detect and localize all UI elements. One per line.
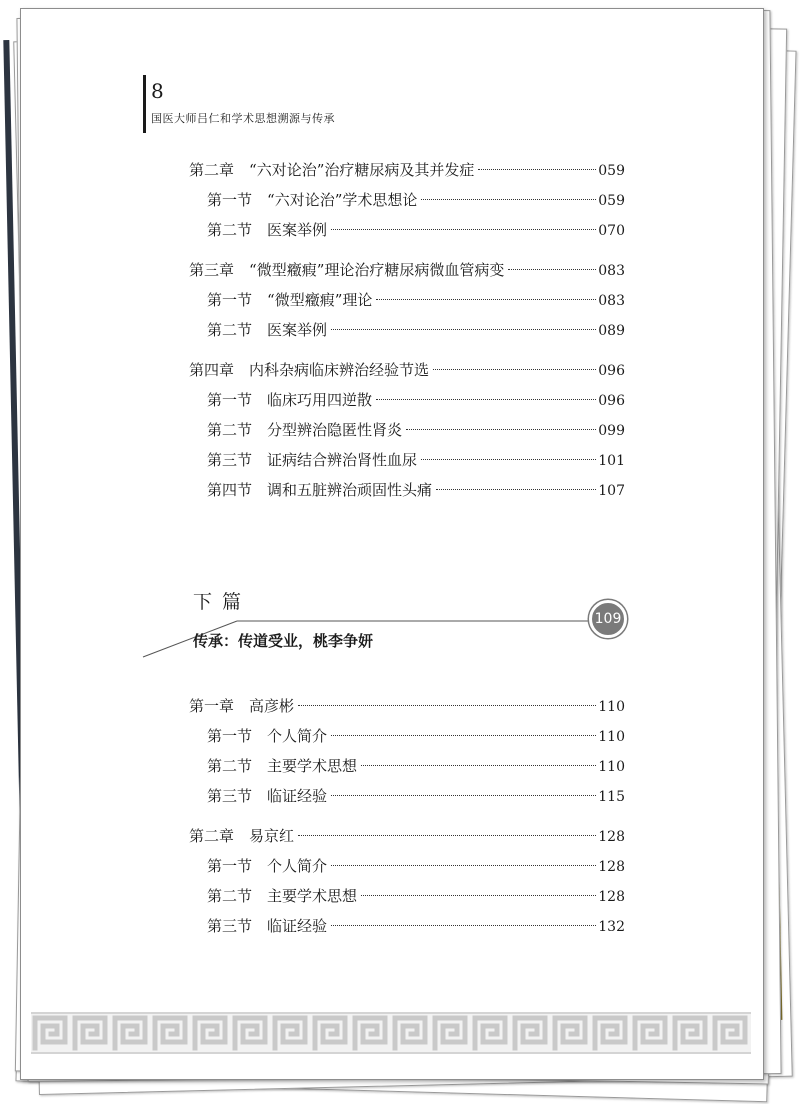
toc-section-entry[interactable] <box>189 285 625 315</box>
toc-entry-label <box>189 751 359 781</box>
toc-entry-label <box>189 285 374 315</box>
toc-entry-title: “微型癥瘕”理论治疗糖尿病微血管病变 <box>249 261 505 279</box>
toc-page-number: 110 <box>598 729 625 745</box>
toc-entry-number: 第一章 <box>189 697 235 715</box>
toc-entry-title: 个人简介 <box>267 857 328 875</box>
toc-entry-title: 内科杂病临床辨治经验节选 <box>249 361 430 379</box>
toc-section-entry[interactable] <box>189 315 625 345</box>
toc-dot-leader <box>376 299 596 300</box>
toc-entry-label <box>189 155 476 185</box>
toc-entry-title: 医案举例 <box>267 221 328 239</box>
toc-dot-leader <box>331 329 596 330</box>
toc-dot-leader <box>376 399 596 400</box>
toc-chapter-entry[interactable] <box>189 355 625 385</box>
toc-page-number: 089 <box>598 323 625 339</box>
toc-entry-label <box>189 851 329 881</box>
part-page-badge: 109 <box>589 600 627 638</box>
toc-entry-label <box>189 255 506 285</box>
toc-entry-title: “六对论治”治疗糖尿病及其并发症 <box>249 161 475 179</box>
toc-entry-number: 第四章 <box>189 361 235 379</box>
toc-page-number: 099 <box>598 423 625 439</box>
toc-entry-number: 第三节 <box>207 787 253 805</box>
toc-entry-number: 第二节 <box>207 757 253 775</box>
toc-page-number: 101 <box>598 453 625 469</box>
toc-page-number: 059 <box>598 163 625 179</box>
toc-entry-number: 第二章 <box>189 827 235 845</box>
toc-entry-number: 第一节 <box>207 291 253 309</box>
toc-section-entry[interactable] <box>189 385 625 415</box>
toc-page-number: 059 <box>598 193 625 209</box>
toc-entry-label <box>189 691 296 721</box>
toc-page-number: 096 <box>598 393 625 409</box>
toc-page-number: 096 <box>598 363 625 379</box>
toc-entry-label <box>189 445 419 475</box>
toc-page-number: 128 <box>598 859 625 875</box>
toc-entry-label <box>189 185 419 215</box>
toc-dot-leader <box>331 925 596 926</box>
toc-section-entry[interactable] <box>189 721 625 751</box>
toc-entry-number: 第一节 <box>207 727 253 745</box>
part-subtitle: 传承：传道受业，桃李争妍 <box>193 632 374 650</box>
toc-dot-leader <box>478 169 596 170</box>
toc-page-number: 115 <box>598 789 625 805</box>
toc-entry-title: 临床巧用四逆散 <box>267 391 373 409</box>
toc-entry-number: 第二节 <box>207 321 253 339</box>
toc-section-entry[interactable] <box>189 881 625 911</box>
toc-section-entry[interactable] <box>189 851 625 881</box>
toc-entry-title: 临证经验 <box>267 917 328 935</box>
toc-entry-label <box>189 385 374 415</box>
toc-gap <box>189 245 625 255</box>
toc-entry-label <box>189 721 329 751</box>
toc-entry-label <box>189 475 434 505</box>
toc-entry-label <box>189 821 296 851</box>
document-page <box>20 8 764 1080</box>
toc-entry-title: “六对论治”学术思想论 <box>267 191 418 209</box>
toc-entry-label <box>189 355 431 385</box>
toc-dot-leader <box>508 269 596 270</box>
header-rule <box>143 75 146 133</box>
toc-entry-title: 主要学术思想 <box>267 887 358 905</box>
toc-entry-number: 第二节 <box>207 887 253 905</box>
toc-chapter-entry[interactable] <box>189 821 625 851</box>
toc-page-number: 070 <box>598 223 625 239</box>
toc-dot-leader <box>298 835 596 836</box>
toc-entry-label <box>189 781 329 811</box>
toc-page-number: 110 <box>598 759 625 775</box>
toc-dot-leader <box>406 429 596 430</box>
toc-section-entry[interactable] <box>189 475 625 505</box>
toc-entry-number: 第四节 <box>207 481 253 499</box>
toc-entry-title: 证病结合辨治肾性血尿 <box>267 451 418 469</box>
toc-entry-title: 医案举例 <box>267 321 328 339</box>
toc-entry-label <box>189 315 329 345</box>
toc-entry-number: 第一节 <box>207 391 253 409</box>
toc-chapter-entry[interactable] <box>189 255 625 285</box>
toc-entry-title: 调和五脏辨治顽固性头痛 <box>267 481 433 499</box>
toc-dot-leader <box>361 895 596 896</box>
toc-page-number: 083 <box>598 293 625 309</box>
toc-section-entry[interactable] <box>189 781 625 811</box>
toc-page-number: 132 <box>598 919 625 935</box>
toc-lower <box>189 691 625 941</box>
toc-entry-number: 第一节 <box>207 191 253 209</box>
toc-dot-leader <box>361 765 596 766</box>
toc-dot-leader <box>421 459 596 460</box>
toc-entry-number: 第三节 <box>207 917 253 935</box>
toc-dot-leader <box>331 735 596 736</box>
toc-dot-leader <box>433 369 596 370</box>
toc-page-number: 107 <box>598 483 625 499</box>
toc-section-entry[interactable] <box>189 751 625 781</box>
toc-entry-title: 易京红 <box>249 827 295 845</box>
toc-dot-leader <box>421 199 596 200</box>
toc-page-number: 128 <box>598 829 625 845</box>
toc-entry-number: 第二节 <box>207 221 253 239</box>
toc-entry-title: 高彦彬 <box>249 697 295 715</box>
toc-section-entry[interactable] <box>189 415 625 445</box>
toc-chapter-entry[interactable] <box>189 155 625 185</box>
toc-entry-number: 第一节 <box>207 857 253 875</box>
toc-chapter-entry[interactable] <box>189 691 625 721</box>
toc-entry-label <box>189 911 329 941</box>
toc-dot-leader <box>331 229 596 230</box>
toc-dot-leader <box>331 865 596 866</box>
toc-section-entry[interactable] <box>189 185 625 215</box>
part-title: 下 篇 <box>193 591 244 613</box>
toc-entry-title: 主要学术思想 <box>267 757 358 775</box>
toc-entry-title: 临证经验 <box>267 787 328 805</box>
page-number: 8 <box>151 79 164 103</box>
greek-key-pattern-icon <box>31 1012 751 1054</box>
book-title: 国医大师吕仁和学术思想溯源与传承 <box>151 112 335 125</box>
toc-page-number: 110 <box>598 699 625 715</box>
toc-dot-leader <box>331 795 596 796</box>
toc-entry-title: “微型癥瘕”理论 <box>267 291 373 309</box>
toc-section-entry[interactable] <box>189 215 625 245</box>
toc-upper <box>189 155 625 505</box>
toc-page-number: 083 <box>598 263 625 279</box>
toc-dot-leader <box>298 705 596 706</box>
toc-entry-label <box>189 415 404 445</box>
toc-entry-label <box>189 215 329 245</box>
toc-entry-title: 分型辨治隐匿性肾炎 <box>267 421 403 439</box>
toc-entry-number: 第二节 <box>207 421 253 439</box>
toc-dot-leader <box>436 489 596 490</box>
toc-section-entry[interactable] <box>189 911 625 941</box>
toc-entry-number: 第三节 <box>207 451 253 469</box>
toc-gap <box>189 811 625 821</box>
toc-entry-number: 第二章 <box>189 161 235 179</box>
toc-page-number: 128 <box>598 889 625 905</box>
toc-section-entry[interactable] <box>189 445 625 475</box>
toc-gap <box>189 345 625 355</box>
toc-entry-number: 第三章 <box>189 261 235 279</box>
toc-entry-title: 个人简介 <box>267 727 328 745</box>
toc-entry-label <box>189 881 359 911</box>
